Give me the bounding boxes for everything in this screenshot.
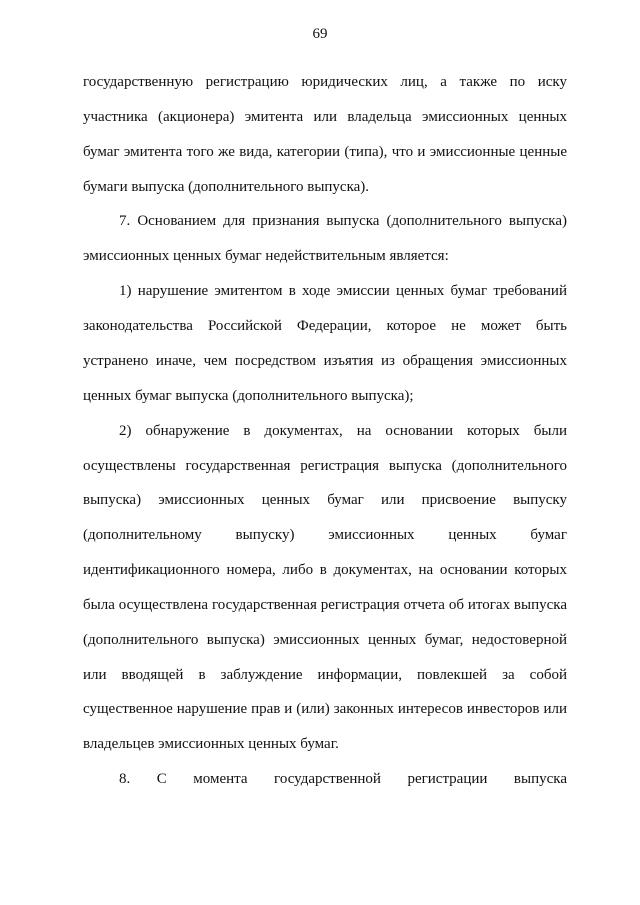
text-line: 1) нарушение эмитентом в ходе эмиссии ценных бумаг требований [119, 283, 567, 299]
text-line: государственную регистрацию юридических лиц, а также по иску [83, 74, 567, 90]
text-line: была осуществлена государственная регистрация отчета об итогах выпуска [83, 597, 567, 613]
text-line: 2) обнаружение в документах, на основании которых были [119, 423, 567, 439]
text-line: выпуска) эмиссионных ценных бумаг или присвоение выпуску [83, 492, 567, 508]
text-line: 8. С момента государственной регистрации выпуска [119, 771, 567, 787]
text-line: бумаг эмитента того же вида, категории (типа), что и эмиссионные ценные [83, 144, 567, 160]
text-line: (дополнительного выпуска) эмиссионных ценных бумаг, недостоверной [83, 632, 567, 648]
text-line: ценных бумаг выпуска (дополнительного выпуска); [83, 388, 414, 404]
text-line: идентификационного номера, либо в документах, на основании которых [83, 562, 567, 578]
text-line: законодательства Российской Федерации, которое не может быть [83, 318, 567, 334]
text-line: владельцев эмиссионных ценных бумаг. [83, 736, 339, 752]
text-line: эмиссионных ценных бумаг недействительным является: [83, 248, 449, 264]
text-line: (дополнительному выпуску) эмиссионных ценных бумаг [83, 527, 567, 543]
text-line: или вводящей в заблуждение информации, повлекшей за собой [83, 667, 567, 683]
text-line: осуществлены государственная регистрация выпуска (дополнительного [83, 458, 567, 474]
text-line: бумаги выпуска (дополнительного выпуска). [83, 179, 370, 195]
page-number: 69 [312, 26, 328, 42]
text-line: 7. Основанием для признания выпуска (дополнительного выпуска) [119, 213, 567, 229]
text-line: участника (акционера) эмитента или владельца эмиссионных ценных [83, 109, 567, 125]
text-line: существенное нарушение прав и (или) законных интересов инвесторов или [83, 701, 567, 717]
text-line: устранено иначе, чем посредством изъятия из обращения эмиссионных [83, 353, 567, 369]
